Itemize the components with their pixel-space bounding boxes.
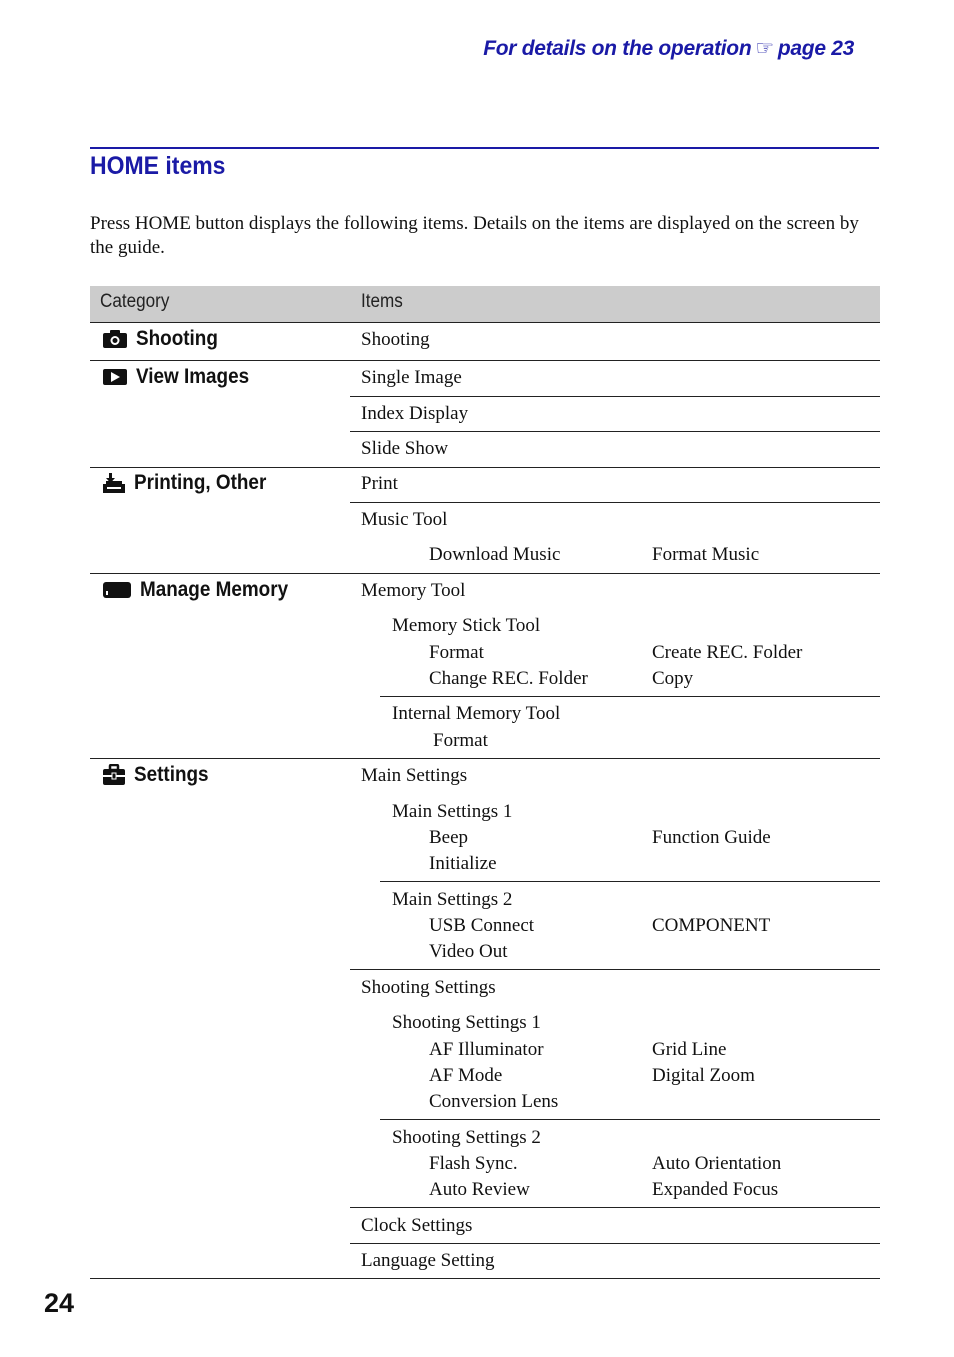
printer-icon [102, 472, 126, 494]
item-main-settings: Main Settings [361, 765, 468, 786]
table-rule [350, 969, 880, 970]
category-shooting [102, 327, 227, 351]
item-print: Print [361, 473, 398, 494]
category-printing-other [102, 471, 281, 495]
item-shooting-settings: Shooting Settings [361, 977, 496, 998]
item-af-mode: AF Mode [429, 1065, 503, 1086]
item-conversion-lens: Conversion Lens [429, 1091, 559, 1112]
play-icon [102, 367, 128, 387]
category-label: Settings [134, 763, 209, 786]
item-memory-stick-tool: Memory Stick Tool [392, 615, 541, 636]
item-auto-orientation: Auto Orientation [652, 1153, 782, 1174]
item-expanded-focus: Expanded Focus [652, 1179, 779, 1200]
item-beep: Beep [429, 827, 469, 848]
table-rule [90, 467, 880, 468]
item-video-out: Video Out [429, 941, 508, 962]
item-index-display: Index Display [361, 403, 469, 424]
item-format-music: Format Music [652, 544, 760, 565]
item-shooting-settings-1: Shooting Settings 1 [392, 1012, 541, 1033]
item-function-guide: Function Guide [652, 827, 771, 848]
item-digital-zoom: Digital Zoom [652, 1065, 755, 1086]
title-rule [90, 147, 879, 149]
item-internal-format: Format [433, 730, 488, 751]
table-rule [380, 696, 880, 697]
section-title: HOME items [90, 152, 226, 180]
item-clock-settings: Clock Settings [361, 1215, 473, 1236]
table-rule [90, 573, 880, 574]
item-usb-connect: USB Connect [429, 915, 535, 936]
table-rule [90, 1278, 880, 1279]
item-format: Format [429, 642, 484, 663]
table-rule [90, 322, 880, 323]
item-initialize: Initialize [429, 853, 497, 874]
item-af-illuminator: AF Illuminator [429, 1039, 544, 1060]
table-rule [90, 758, 880, 759]
item-slide-show: Slide Show [361, 438, 449, 459]
table-rule [350, 502, 880, 503]
table-rule [350, 396, 880, 397]
item-download-music: Download Music [429, 544, 561, 565]
toolbox-icon [102, 764, 126, 786]
item-auto-review: Auto Review [429, 1179, 530, 1200]
item-main-settings-2: Main Settings 2 [392, 889, 513, 910]
category-label: Manage Memory [140, 578, 289, 601]
item-shooting-settings-2: Shooting Settings 2 [392, 1127, 541, 1148]
category-settings [102, 763, 217, 787]
item-memory-tool: Memory Tool [361, 580, 466, 601]
page-number: 24 [44, 1288, 75, 1318]
category-label: Shooting [136, 327, 218, 350]
item-change-rec-folder: Change REC. Folder [429, 668, 588, 689]
table-rule [350, 1243, 880, 1244]
item-component: COMPONENT [652, 915, 771, 936]
table-rule [380, 1119, 880, 1120]
category-view-images [102, 365, 262, 389]
category-label: Printing, Other [134, 471, 267, 494]
category-manage-memory [102, 578, 305, 602]
table-header [90, 286, 880, 322]
table-rule [350, 1207, 880, 1208]
item-shooting: Shooting [361, 329, 430, 350]
reference-page: page 23 [777, 37, 854, 60]
column-header-items: Items [361, 291, 403, 312]
item-music-tool: Music Tool [361, 509, 448, 530]
item-flash-sync: Flash Sync. [429, 1153, 518, 1174]
pointing-hand-icon: ☞ [755, 37, 774, 60]
memory-card-icon [102, 580, 132, 600]
table-rule [350, 431, 880, 432]
item-language-setting: Language Setting [361, 1250, 495, 1271]
page-reference [483, 36, 854, 61]
reference-text: For details on the operation [483, 37, 752, 60]
table-rule [90, 360, 880, 361]
table-rule [380, 881, 880, 882]
item-copy: Copy [652, 668, 694, 689]
item-internal-memory-tool: Internal Memory Tool [392, 703, 561, 724]
column-header-category: Category [100, 291, 170, 312]
category-label: View Images [136, 365, 250, 388]
item-grid-line: Grid Line [652, 1039, 727, 1060]
item-create-rec-folder: Create REC. Folder [652, 642, 803, 663]
item-main-settings-1: Main Settings 1 [392, 801, 513, 822]
item-single-image: Single Image [361, 367, 462, 388]
intro-paragraph: Press HOME button displays the following items. Details on the items are displayed on the screen by the guide. [90, 213, 859, 258]
camera-icon [102, 329, 128, 349]
